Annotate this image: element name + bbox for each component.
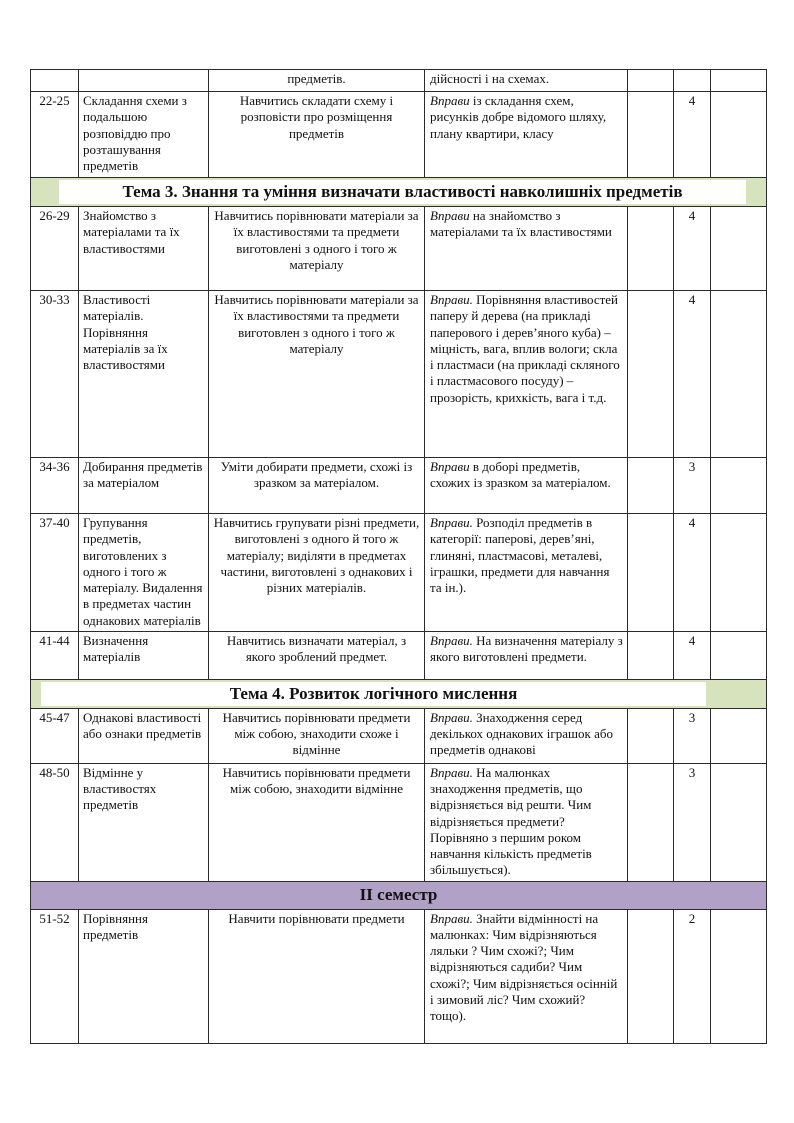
table-row-22-25 [31, 92, 767, 178]
exercises-cell [425, 514, 628, 632]
objective-cell: Навчитись порівнювати предмети між собою, знаходити відмінне [209, 763, 425, 881]
hours-cell: 4 [674, 291, 711, 458]
objective-cell: предметів. [209, 70, 425, 92]
hours-cell: 4 [674, 92, 711, 178]
table-row-30-33 [31, 291, 767, 458]
extra-cell [711, 631, 767, 679]
exercises-lead-italic: Вправи [430, 208, 470, 223]
extra-cell [711, 514, 767, 632]
table-row-26-29 [31, 207, 767, 291]
notes-cell [628, 708, 674, 763]
extra-cell [711, 708, 767, 763]
table-row-51-52 [31, 909, 767, 1043]
lessons-cell: 51-52 [31, 909, 79, 1043]
exercises-text: із складання схем, рисунків добре відомого шляху, плану квартири, класу [430, 93, 607, 141]
topic-cell: Порівняння предметів [79, 909, 209, 1043]
objective-cell: Навчитись порівнювати матеріали за їх властивостями та предмети виготовлені з одного і того ж матеріалу [209, 207, 425, 291]
lessons-cell: 45-47 [31, 708, 79, 763]
objective-cell: Навчити порівнювати предмети [209, 909, 425, 1043]
exercises-lead-italic: Вправи. [430, 764, 473, 780]
semester-2-header-row [31, 881, 767, 909]
notes-cell [628, 631, 674, 679]
extra-cell [711, 763, 767, 881]
notes-cell [628, 763, 674, 881]
extra-cell [711, 70, 767, 92]
lessons-cell [31, 70, 79, 92]
exercises-lead-italic: Вправи. [430, 632, 473, 648]
lessons-cell: 26-29 [31, 207, 79, 291]
lessons-cell: 48-50 [31, 763, 79, 881]
theme-3-header-row [31, 178, 767, 207]
notes-cell [628, 458, 674, 514]
exercises-lead-italic: Вправи. [430, 910, 473, 926]
topic-cell: Властивості матеріалів. Порівняння матеріалів за їх властивостями [79, 291, 209, 458]
exercises-lead-italic: Вправи [430, 459, 470, 474]
topic-cell: Знайомство з матеріалами та їх властивостями [79, 207, 209, 291]
extra-cell [711, 909, 767, 1043]
hours-cell: 3 [674, 708, 711, 763]
theme-3-cell [31, 178, 767, 207]
lessons-cell: 22-25 [31, 92, 79, 178]
lessons-cell: 34-36 [31, 458, 79, 514]
exercises-text: Знайти відмінності на малюнках: Чим відрізняються ляльки ? Чим схожі?; Чим відрізняються садиби? Чим схожі?; Чим відрізняється осінній і зимовий ліс? Чим схожий? тощо). [430, 910, 618, 1023]
exercises-text: Порівняння властивостей паперу й дерева (на прикладі паперового і дерев’яного куба) – міцність, вага, вплив вологи; скла і пластмаси (на прикладі скляного і пластмасового посуду) – прозорість, крихкість, вага і т.д. [430, 292, 620, 405]
hours-cell: 2 [674, 909, 711, 1043]
topic-cell: Однакові властивості або ознаки предметів [79, 708, 209, 763]
table-row-45-47 [31, 708, 767, 763]
table-row-continuation [31, 70, 767, 92]
topic-cell [79, 70, 209, 92]
table-row-34-36 [31, 458, 767, 514]
theme-3-title: Тема 3. Знання та уміння визначати властивості навколишніх предметів [59, 180, 746, 204]
table-row-48-50 [31, 763, 767, 881]
extra-cell [711, 458, 767, 514]
exercises-cell [425, 458, 628, 514]
exercises-cell [425, 708, 628, 763]
exercises-text: Знаходження серед декількох однакових іграшок або предметів однакові [430, 709, 613, 758]
objective-cell: Навчитись визначати матеріал, з якого зроблений предмет. [209, 631, 425, 679]
curriculum-table [30, 69, 767, 1044]
objective-cell: Навчитись порівнювати матеріали за їх властивостями та предмети виготовлен з одного і того ж матеріалу [209, 291, 425, 458]
theme-4-cell [31, 679, 767, 708]
notes-cell [628, 92, 674, 178]
notes-cell [628, 70, 674, 92]
topic-cell: Відмінне у властивостях предметів [79, 763, 209, 881]
notes-cell [628, 291, 674, 458]
exercises-lead-italic: Вправи [430, 93, 470, 108]
hours-cell: 4 [674, 207, 711, 291]
objective-cell: Навчитись складати схему і розповісти про розміщення предметів [209, 92, 425, 178]
exercises-cell [425, 763, 628, 881]
exercises-lead-italic: Вправи. [430, 709, 473, 725]
theme-4-title: Тема 4. Розвиток логічного мислення [41, 682, 706, 706]
extra-cell [711, 207, 767, 291]
objective-cell: Навчитись групувати різні предмети, виготовлені з одного й того ж матеріалу; виділяти в предметах частини, виготовлені з однакових і різних матеріалів. [209, 514, 425, 632]
lessons-cell: 41-44 [31, 631, 79, 679]
extra-cell [711, 92, 767, 178]
exercises-text: На визначення матеріалу з якого виготовлені предмети. [430, 632, 623, 664]
objective-cell: Навчитись порівнювати предмети між собою, знаходити схоже і відмінне [209, 708, 425, 763]
exercises-lead-italic: Вправи. [430, 292, 473, 307]
hours-cell [674, 70, 711, 92]
exercises-cell: дійсності і на схемах. [425, 70, 628, 92]
topic-cell: Групування предметів, виготовлених з одного і того ж матеріалу. Видалення в предметах частин однакових матеріалів [79, 514, 209, 632]
exercises-cell [425, 631, 628, 679]
exercises-lead-italic: Вправи. [430, 515, 473, 530]
hours-cell: 3 [674, 458, 711, 514]
exercises-text: в доборі предметів, схожих із зразком за матеріалом. [430, 459, 611, 491]
exercises-text: на знайомство з матеріалами та їх властивостями [430, 208, 612, 240]
topic-cell: Складання схеми з подальшою розповіддю про розташування предметів [79, 92, 209, 178]
lessons-cell: 30-33 [31, 291, 79, 458]
notes-cell [628, 514, 674, 632]
exercises-cell [425, 291, 628, 458]
exercises-cell [425, 909, 628, 1043]
notes-cell [628, 207, 674, 291]
table-row-41-44 [31, 631, 767, 679]
hours-cell: 3 [674, 763, 711, 881]
topic-cell: Добирання предметів за матеріалом [79, 458, 209, 514]
hours-cell: 4 [674, 631, 711, 679]
exercises-cell [425, 207, 628, 291]
notes-cell [628, 909, 674, 1043]
objective-cell: Уміти добирати предмети, схожі із зразком за матеріалом. [209, 458, 425, 514]
exercises-text: Розподіл предметів в категорії: паперові, дерев’яні, глиняні, пластмасові, металеві, іграшки, предмети для навчання та ін.). [430, 515, 610, 595]
table-row-37-40 [31, 514, 767, 632]
extra-cell [711, 291, 767, 458]
lessons-cell: 37-40 [31, 514, 79, 632]
semester-2-title: ІІ семестр [31, 881, 767, 909]
exercises-cell [425, 92, 628, 178]
hours-cell: 4 [674, 514, 711, 632]
exercises-text: На малюнках знаходження предметів, що відрізняється від решти. Чим відрізняється предмети? Порівняно з першим роком навчання кількість предметів збільшується). [430, 764, 592, 878]
theme-4-header-row [31, 679, 767, 708]
topic-cell: Визначення матеріалів [79, 631, 209, 679]
